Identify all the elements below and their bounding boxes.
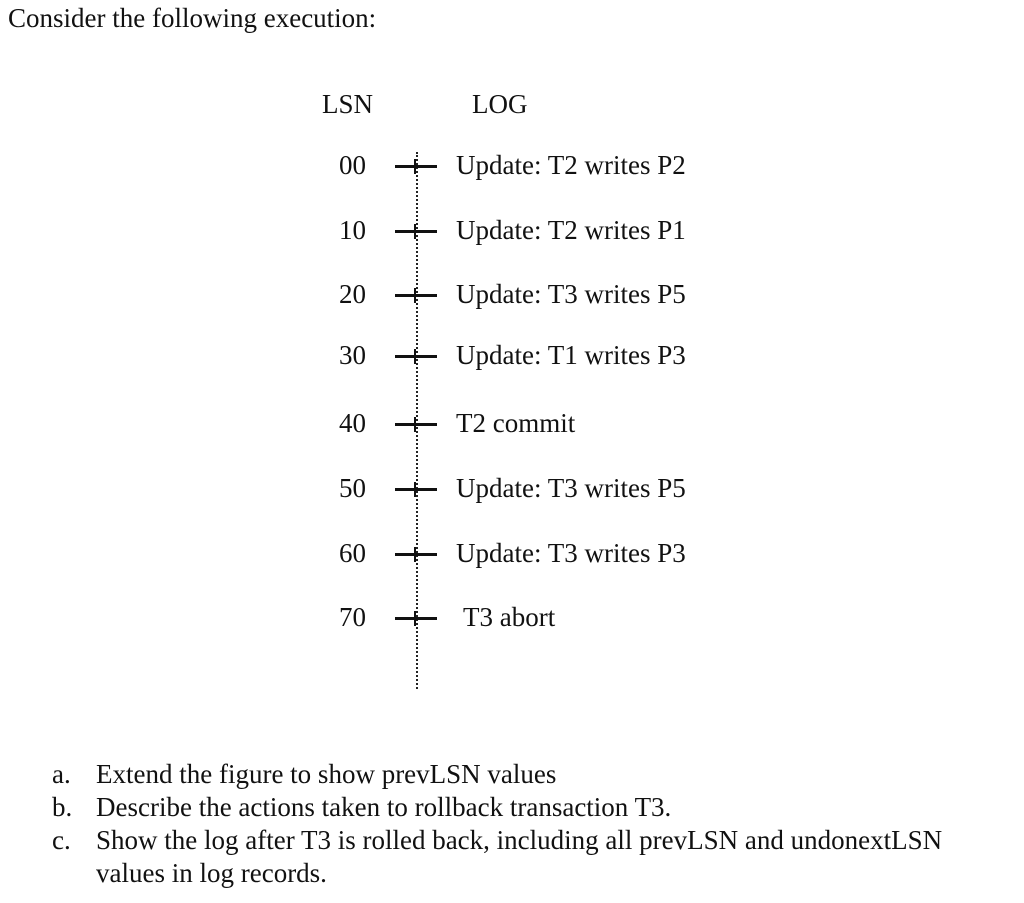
question-marker: b. bbox=[52, 792, 73, 822]
timeline-tick bbox=[395, 423, 437, 426]
timeline-tick bbox=[395, 617, 437, 620]
log-record-text: T3 abort bbox=[463, 602, 556, 632]
lsn-value: 60 bbox=[339, 538, 366, 568]
timeline-tick bbox=[395, 230, 437, 233]
lsn-value: 00 bbox=[339, 150, 366, 180]
log-record-row bbox=[0, 468, 1024, 508]
question-text: Describe the actions taken to rollback transaction T3. bbox=[96, 792, 672, 822]
timeline-tick bbox=[395, 488, 437, 491]
log-record-row bbox=[0, 403, 1024, 443]
timeline-tick bbox=[395, 553, 437, 556]
question-marker: c. bbox=[52, 825, 71, 855]
log-record-text: T2 commit bbox=[456, 408, 576, 438]
question-item bbox=[0, 824, 1024, 890]
log-record-row bbox=[0, 597, 1024, 637]
log-record-text: Update: T3 writes P5 bbox=[456, 279, 686, 309]
log-record-row bbox=[0, 533, 1024, 573]
question-item bbox=[0, 758, 1024, 791]
log-record-row bbox=[0, 210, 1024, 250]
lsn-value: 10 bbox=[339, 215, 366, 245]
log-record-text: Update: T2 writes P2 bbox=[456, 150, 686, 180]
lsn-value: 50 bbox=[339, 473, 366, 503]
question-item bbox=[0, 791, 1024, 824]
lsn-value: 40 bbox=[339, 408, 366, 438]
log-record-text: Update: T3 writes P3 bbox=[456, 538, 686, 568]
log-record-text: Update: T1 writes P3 bbox=[456, 340, 686, 370]
log-column-header: LOG bbox=[472, 89, 528, 119]
question-text: Show the log after T3 is rolled back, including all prevLSN and undonextLSN values in log records. bbox=[96, 825, 943, 888]
intro-text: Consider the following execution: bbox=[8, 3, 377, 33]
lsn-column-header: LSN bbox=[322, 89, 374, 119]
timeline-tick bbox=[395, 165, 437, 168]
question-list bbox=[0, 758, 1024, 890]
lsn-value: 30 bbox=[339, 340, 366, 370]
log-record-text: Update: T2 writes P1 bbox=[456, 215, 686, 245]
log-record-row bbox=[0, 145, 1024, 185]
timeline-tick bbox=[395, 294, 437, 297]
lsn-value: 20 bbox=[339, 279, 366, 309]
log-record-text: Update: T3 writes P5 bbox=[456, 473, 686, 503]
log-record-row bbox=[0, 335, 1024, 375]
question-text: Extend the figure to show prevLSN values bbox=[96, 759, 557, 789]
timeline-tick bbox=[395, 355, 437, 358]
log-record-row bbox=[0, 274, 1024, 314]
question-marker: a. bbox=[52, 759, 71, 789]
lsn-value: 70 bbox=[339, 602, 366, 632]
